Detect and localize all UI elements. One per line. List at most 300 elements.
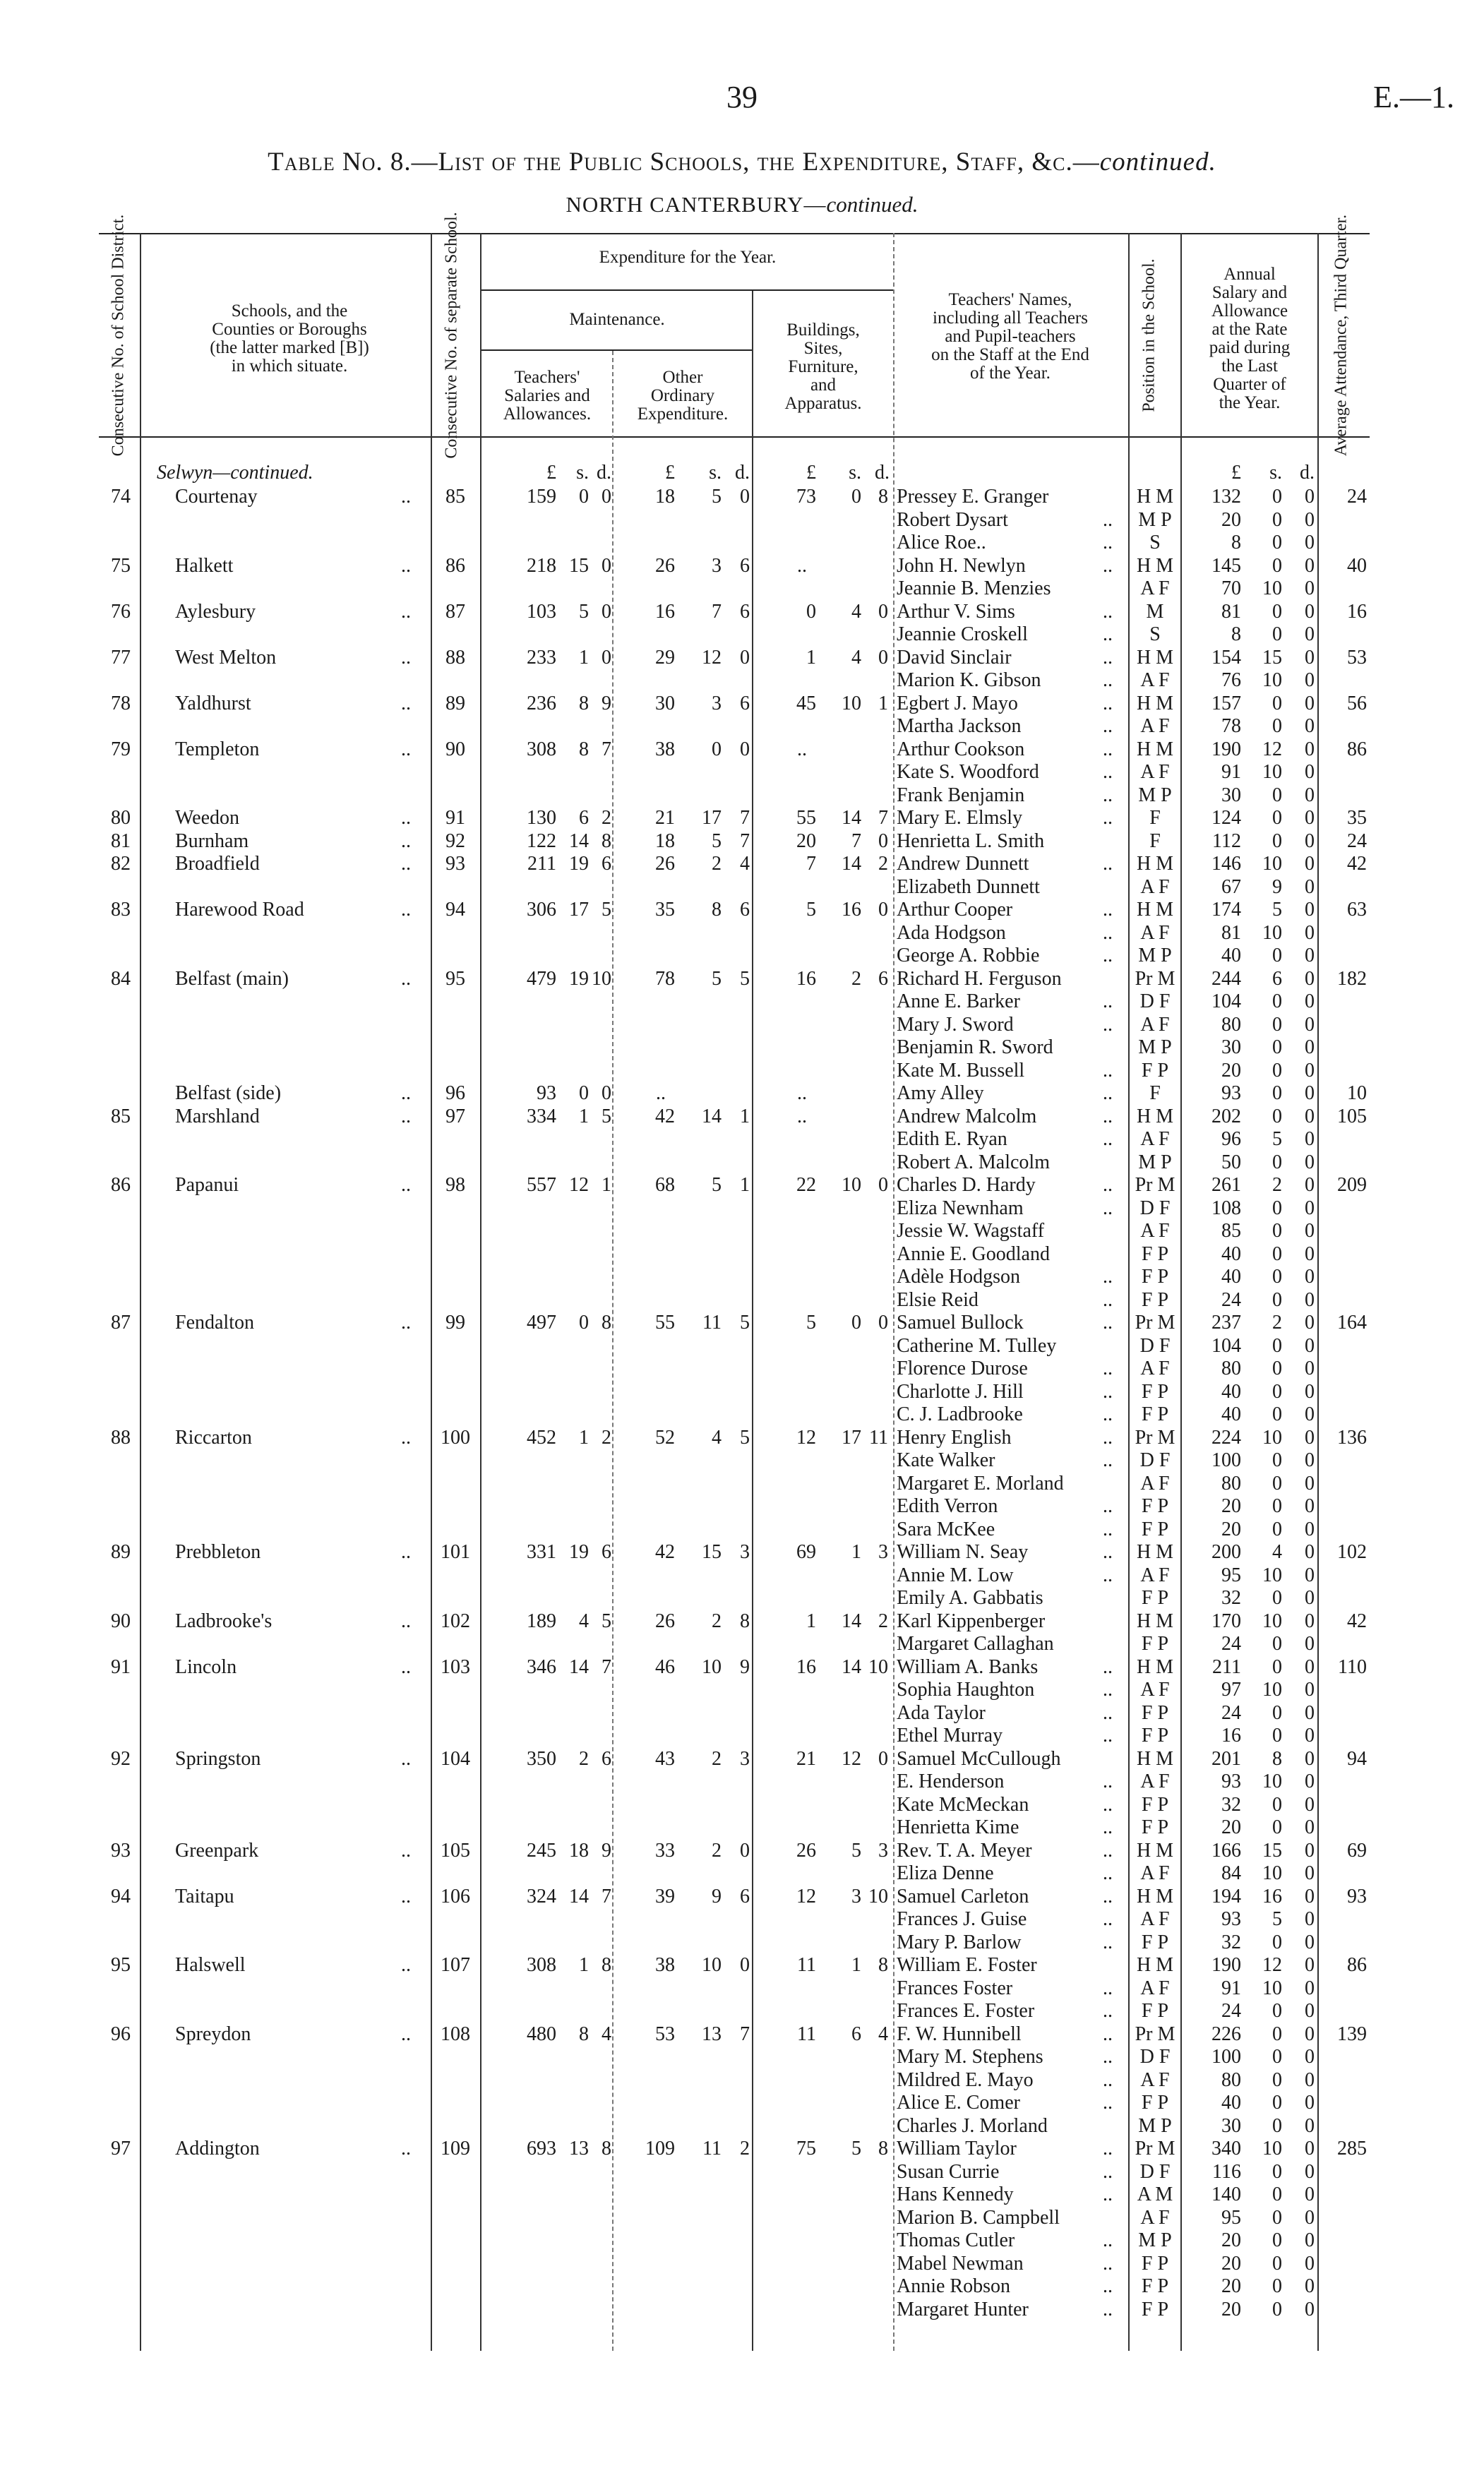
annual-shillings: 0 — [1272, 1242, 1282, 1265]
teacher-leader-dots: .. — [1103, 1358, 1113, 1379]
header-teachers-line: and Pupil-teachers — [945, 327, 1076, 346]
annual-pence: 0 — [1305, 921, 1315, 944]
annual-pence: 0 — [1305, 1655, 1315, 1678]
teacher-position: H M — [1136, 1954, 1174, 1976]
other-expenditure-pence: 6 — [740, 1885, 750, 1907]
teacher-leader-dots: .. — [1103, 646, 1113, 669]
annual-shillings: 0 — [1272, 600, 1282, 623]
salaries-pence: 0 — [602, 554, 611, 577]
table-row — [0, 1977, 1484, 2000]
school-leader-dots: .. — [401, 807, 411, 829]
annual-pence: 0 — [1305, 1747, 1315, 1770]
table-row — [0, 1702, 1484, 1725]
teacher-position: M P — [1138, 2114, 1172, 2137]
average-attendance: 24 — [1347, 486, 1367, 508]
annual-pounds: 174 — [1211, 899, 1241, 921]
buildings-shillings: 14 — [842, 1655, 861, 1678]
school-number: 108 — [441, 2023, 470, 2045]
teacher-name: Jessie W. Wagstaff — [897, 1220, 1045, 1242]
school-number: 97 — [445, 1105, 465, 1127]
salaries-pounds: 324 — [527, 1885, 556, 1907]
district-number: 77 — [111, 646, 131, 669]
annual-pence: 0 — [1305, 1472, 1315, 1494]
teacher-name: Hans Kennedy — [897, 2184, 1014, 2205]
annual-pounds: 166 — [1211, 1839, 1241, 1862]
teacher-leader-dots: .. — [1103, 1816, 1113, 1838]
teacher-position: A F — [1140, 577, 1170, 599]
header-district-no: Consecutive No. of School District. — [109, 214, 128, 457]
teacher-name: Mary J. Sword — [897, 1013, 1014, 1036]
table-row — [0, 669, 1484, 692]
school-name: Springston — [175, 1747, 261, 1770]
other-expenditure-pence: 6 — [740, 600, 750, 623]
teacher-name: Arthur Cooper — [897, 899, 1013, 921]
annual-pence: 0 — [1305, 1151, 1315, 1173]
annual-pence: 0 — [1305, 1380, 1315, 1403]
school-name: Halkett — [175, 554, 234, 577]
annual-pounds: 20 — [1221, 2275, 1241, 2297]
teacher-position: D F — [1139, 1197, 1171, 1219]
teacher-position: D F — [1139, 990, 1171, 1012]
buildings-pounds: 75 — [796, 2138, 816, 2160]
annual-pence: 0 — [1305, 1426, 1315, 1449]
table-row — [0, 853, 1484, 875]
district-number: 92 — [111, 1747, 131, 1770]
school-leader-dots: .. — [401, 853, 411, 875]
average-attendance: 209 — [1337, 1174, 1367, 1196]
units-row — [0, 462, 1484, 484]
annual-pence: 0 — [1305, 1931, 1315, 1953]
annual-pounds: 76 — [1221, 669, 1241, 691]
annual-pounds: 24 — [1221, 1701, 1241, 1724]
annual-shillings: 12 — [1262, 1954, 1282, 1976]
table-row — [0, 2184, 1484, 2206]
annual-shillings: 0 — [1272, 1633, 1282, 1655]
average-attendance: 35 — [1347, 807, 1367, 829]
district-number: 91 — [111, 1655, 131, 1678]
teacher-position: D F — [1139, 2160, 1171, 2183]
teacher-position: D F — [1139, 1449, 1171, 1471]
other-expenditure-pounds: 18 — [655, 486, 675, 508]
header-school-line: (the latter marked [B]) — [210, 338, 369, 357]
salaries-pence: 1 — [602, 1174, 611, 1196]
school-name: Burnham — [175, 829, 249, 852]
school-name: Riccarton — [175, 1426, 252, 1449]
district-number: 90 — [111, 1610, 131, 1632]
annual-pence: 0 — [1305, 2275, 1315, 2297]
salaries-pounds: 159 — [527, 486, 556, 508]
other-expenditure-pounds: 78 — [655, 967, 675, 990]
header-other-line: Other — [662, 368, 703, 387]
table-row — [0, 2092, 1484, 2114]
district-number: 75 — [111, 554, 131, 577]
school-number: 92 — [445, 829, 465, 852]
other-expenditure-shillings: 5 — [712, 1174, 722, 1196]
table-row — [0, 2161, 1484, 2184]
annual-pounds: 20 — [1221, 1059, 1241, 1082]
buildings-pence: 7 — [878, 807, 888, 829]
unit-pound: £ — [806, 462, 816, 484]
annual-pounds: 81 — [1221, 600, 1241, 623]
salaries-pence: 5 — [602, 1610, 611, 1632]
table-row — [0, 2253, 1484, 2275]
school-leader-dots: .. — [401, 1885, 411, 1907]
district-number: 89 — [111, 1541, 131, 1563]
other-expenditure-pence: 2 — [740, 2138, 750, 2160]
teacher-name: Andrew Dunnett — [897, 853, 1029, 875]
table-title — [0, 147, 1484, 177]
annual-pounds: 116 — [1212, 2160, 1241, 2183]
other-expenditure-shillings: 0 — [712, 738, 722, 760]
annual-shillings: 0 — [1272, 1449, 1282, 1471]
header-maintenance: Maintenance. — [569, 310, 665, 329]
annual-pounds: 20 — [1221, 2229, 1241, 2251]
buildings-pence: 4 — [878, 2023, 888, 2045]
annual-shillings: 0 — [1272, 1587, 1282, 1609]
table-row — [0, 1794, 1484, 1816]
teacher-position: F P — [1141, 1931, 1169, 1953]
salaries-pounds: 346 — [527, 1655, 556, 1678]
annual-pence: 0 — [1305, 554, 1315, 577]
annual-pounds: 8 — [1231, 623, 1241, 645]
annual-pounds: 50 — [1221, 1151, 1241, 1173]
salaries-pence: 0 — [602, 600, 611, 623]
teacher-position: F P — [1141, 1266, 1169, 1288]
school-number: 104 — [441, 1747, 470, 1770]
header-expenditure: Expenditure for the Year. — [599, 248, 777, 267]
teacher-leader-dots: .. — [1103, 1862, 1113, 1884]
school-number: 101 — [441, 1541, 470, 1563]
other-expenditure-pounds: 35 — [655, 899, 675, 921]
school-leader-dots: .. — [401, 1312, 411, 1334]
other-expenditure-shillings: 15 — [702, 1541, 722, 1563]
teacher-name: Charles J. Morland — [897, 2114, 1048, 2137]
salaries-pence: 6 — [602, 1747, 611, 1770]
annual-shillings: 0 — [1272, 1816, 1282, 1838]
other-expenditure-shillings: 13 — [702, 2023, 722, 2045]
annual-shillings: 10 — [1262, 1426, 1282, 1449]
table-row — [0, 1816, 1484, 1839]
teacher-position: H M — [1136, 1885, 1174, 1907]
annual-shillings: 0 — [1272, 1495, 1282, 1517]
annual-shillings: 0 — [1272, 1793, 1282, 1816]
annual-shillings: 15 — [1262, 646, 1282, 669]
buildings-shillings: 10 — [842, 692, 861, 714]
annual-shillings: 0 — [1272, 1931, 1282, 1953]
teacher-leader-dots: .. — [1103, 853, 1113, 875]
other-expenditure-shillings: 17 — [702, 807, 722, 829]
teacher-name: Andrew Malcolm — [897, 1105, 1037, 1127]
school-number: 100 — [441, 1426, 470, 1449]
annual-shillings: 0 — [1272, 784, 1282, 806]
annual-pounds: 30 — [1221, 2114, 1241, 2137]
salaries-pence: 2 — [602, 807, 611, 829]
school-number: 106 — [441, 1885, 470, 1907]
salaries-shillings: 0 — [579, 1312, 589, 1334]
table-row — [0, 2138, 1484, 2160]
table-row — [0, 1036, 1484, 1059]
annual-pounds: 108 — [1211, 1197, 1241, 1219]
table-row — [0, 876, 1484, 899]
teacher-position: H M — [1136, 899, 1174, 921]
expenditure-rule — [481, 289, 894, 291]
teacher-leader-dots: .. — [1103, 600, 1113, 623]
teacher-name: Kate M. Bussell — [897, 1059, 1025, 1082]
annual-pence: 0 — [1305, 1541, 1315, 1563]
other-expenditure-pounds: 33 — [655, 1839, 675, 1862]
annual-pounds: 124 — [1211, 807, 1241, 829]
buildings-pounds: 7 — [806, 853, 816, 875]
salaries-shillings: 19 — [569, 967, 589, 990]
teacher-leader-dots: .. — [1103, 1059, 1113, 1082]
buildings-pence: 11 — [869, 1426, 888, 1449]
buildings-shillings: 6 — [851, 2023, 861, 2045]
teacher-name: William A. Banks — [897, 1655, 1039, 1678]
annual-shillings: 10 — [1262, 1977, 1282, 1999]
teacher-position: A F — [1140, 1862, 1170, 1884]
teacher-position: F P — [1141, 1633, 1169, 1655]
annual-shillings: 0 — [1272, 532, 1282, 553]
teacher-leader-dots: .. — [1103, 1679, 1113, 1701]
school-leader-dots: .. — [401, 899, 411, 921]
table-row — [0, 2069, 1484, 2092]
header-salary-line: the Year. — [1219, 393, 1281, 412]
other-expenditure-pounds: 55 — [655, 1312, 675, 1334]
unit-shilling: s. — [849, 462, 861, 484]
salaries-pence: 0 — [602, 646, 611, 669]
teacher-name: Thomas Cutler — [897, 2229, 1015, 2251]
annual-pence: 0 — [1305, 1816, 1315, 1838]
salaries-pence: 5 — [602, 1105, 611, 1127]
annual-pounds: 70 — [1221, 577, 1241, 599]
other-expenditure-shillings: 4 — [712, 1426, 722, 1449]
table-row — [0, 1014, 1484, 1036]
header-school-line: Counties or Boroughs — [212, 320, 367, 339]
salaries-pence: 0 — [602, 1082, 611, 1104]
annual-pounds: 20 — [1221, 1816, 1241, 1838]
annual-pence: 0 — [1305, 2138, 1315, 2160]
teacher-leader-dots: .. — [1103, 623, 1113, 645]
annual-pounds: 32 — [1221, 1587, 1241, 1609]
school-leader-dots: .. — [401, 1655, 411, 1678]
annual-shillings: 0 — [1272, 1403, 1282, 1425]
buildings-pounds: 22 — [796, 1174, 816, 1196]
teacher-position: Pr M — [1135, 2138, 1175, 2160]
district-number: 95 — [111, 1954, 131, 1976]
annual-pence: 0 — [1305, 945, 1315, 966]
table-row — [0, 601, 1484, 623]
salaries-shillings: 12 — [569, 1174, 589, 1196]
table-row — [0, 1541, 1484, 1564]
annual-pence: 0 — [1305, 829, 1315, 852]
teacher-position: A F — [1140, 2206, 1170, 2229]
annual-pounds: 32 — [1221, 1931, 1241, 1953]
table-row — [0, 899, 1484, 921]
teacher-name: Margaret Callaghan — [897, 1633, 1054, 1655]
header-salaries-line: Allowances. — [503, 405, 592, 424]
school-name: Ladbrooke's — [175, 1610, 273, 1632]
annual-shillings: 0 — [1272, 486, 1282, 508]
salaries-pence: 2 — [602, 1426, 611, 1449]
teacher-leader-dots: .. — [1103, 1449, 1113, 1471]
table-row — [0, 2229, 1484, 2252]
annual-pence: 0 — [1305, 2184, 1315, 2205]
annual-pence: 0 — [1305, 1771, 1315, 1792]
school-name: Broadfield — [175, 853, 260, 875]
school-number: 89 — [445, 692, 465, 714]
other-expenditure-shillings: 2 — [712, 1610, 722, 1632]
other-expenditure-blank: .. — [656, 1082, 666, 1104]
salaries-pounds: 693 — [527, 2138, 556, 2160]
table-title-text: Table No. 8.—List of the Public Schools, the Expenditure, Staff, &c.— — [268, 148, 1100, 176]
buildings-pence: 3 — [878, 1839, 888, 1862]
salaries-shillings: 5 — [579, 600, 589, 623]
teacher-position: A F — [1140, 2068, 1170, 2091]
header-buildings-line: and — [810, 376, 837, 395]
teacher-position: A M — [1137, 2184, 1173, 2205]
teacher-name: Frances Foster — [897, 1977, 1013, 1999]
annual-pence: 0 — [1305, 2092, 1315, 2114]
salaries-shillings: 1 — [579, 646, 589, 669]
teacher-name: Jeannie Croskell — [897, 623, 1028, 645]
teacher-leader-dots: .. — [1103, 2252, 1113, 2275]
average-attendance: 182 — [1337, 967, 1367, 990]
teacher-position: S — [1149, 623, 1161, 645]
teacher-leader-dots: .. — [1103, 761, 1113, 783]
salaries-shillings: 1 — [579, 1105, 589, 1127]
teacher-name: George A. Robbie — [897, 945, 1040, 966]
buildings-pence: 1 — [878, 692, 888, 714]
annual-pounds: 132 — [1211, 486, 1241, 508]
other-expenditure-pence: 7 — [740, 829, 750, 852]
teacher-name: William E. Foster — [897, 1954, 1037, 1976]
unit-pound: £ — [665, 462, 675, 484]
table-row — [0, 1266, 1484, 1288]
teacher-leader-dots: .. — [1103, 1288, 1113, 1311]
annual-shillings: 0 — [1272, 990, 1282, 1012]
table-row — [0, 1106, 1484, 1128]
annual-pounds: 211 — [1212, 1655, 1241, 1678]
table-row — [0, 784, 1484, 807]
teacher-leader-dots: .. — [1103, 1839, 1113, 1862]
salaries-pence: 4 — [602, 2023, 611, 2045]
district-number: 80 — [111, 807, 131, 829]
salaries-pounds: 308 — [527, 1954, 556, 1976]
salaries-pence: 6 — [602, 1541, 611, 1563]
other-expenditure-shillings: 5 — [712, 967, 722, 990]
other-expenditure-pence: 9 — [740, 1655, 750, 1678]
district-label: Selwyn—continued. — [157, 462, 313, 484]
teacher-position: A F — [1140, 1358, 1170, 1379]
table-row — [0, 2299, 1484, 2321]
buildings-shillings: 1 — [851, 1954, 861, 1976]
header-salary-line: the Last — [1221, 357, 1278, 376]
annual-shillings: 0 — [1272, 1266, 1282, 1288]
other-expenditure-pounds: 53 — [655, 2023, 675, 2045]
annual-pounds: 40 — [1221, 2092, 1241, 2114]
district-number: 85 — [111, 1105, 131, 1127]
teacher-position: H M — [1136, 1610, 1174, 1632]
annual-pence: 0 — [1305, 1220, 1315, 1242]
salaries-pounds: 497 — [527, 1312, 556, 1334]
teacher-position: M P — [1138, 508, 1172, 531]
buildings-blank: .. — [797, 554, 807, 577]
teacher-leader-dots: .. — [1103, 2092, 1113, 2114]
table-row — [0, 1403, 1484, 1426]
school-name: Taitapu — [175, 1885, 234, 1907]
teacher-position: Pr M — [1135, 1426, 1175, 1449]
teacher-position: F P — [1141, 2252, 1169, 2275]
teacher-leader-dots: .. — [1103, 1082, 1113, 1104]
teacher-position: Pr M — [1135, 967, 1175, 990]
teacher-name: Henry English — [897, 1426, 1012, 1449]
average-attendance: 56 — [1347, 692, 1367, 714]
annual-pence: 0 — [1305, 1449, 1315, 1471]
teacher-position: H M — [1136, 646, 1174, 669]
teacher-name: Samuel Bullock — [897, 1312, 1024, 1334]
teacher-position: D F — [1139, 1334, 1171, 1357]
annual-shillings: 5 — [1272, 1128, 1282, 1150]
annual-pence: 0 — [1305, 1908, 1315, 1930]
header-teachers-line: Teachers' Names, — [948, 290, 1072, 309]
average-attendance: 63 — [1347, 899, 1367, 921]
other-expenditure-pence: 5 — [740, 1312, 750, 1334]
table-row — [0, 2046, 1484, 2068]
buildings-shillings: 2 — [851, 967, 861, 990]
buildings-pounds: 26 — [796, 1839, 816, 1862]
district-number: 97 — [111, 2138, 131, 2160]
teacher-leader-dots: .. — [1103, 945, 1113, 966]
header-buildings-line: Buildings, — [786, 321, 860, 340]
teacher-name: Kate S. Woodford — [897, 761, 1039, 783]
district-number: 83 — [111, 899, 131, 921]
header-salary-line: Annual — [1223, 265, 1276, 284]
average-attendance: 69 — [1347, 1839, 1367, 1862]
annual-pence: 0 — [1305, 875, 1315, 898]
annual-pounds: 170 — [1211, 1610, 1241, 1632]
teacher-name: Sophia Haughton — [897, 1679, 1035, 1701]
table-row — [0, 830, 1484, 853]
teacher-leader-dots: .. — [1103, 715, 1113, 737]
table-row — [0, 1381, 1484, 1403]
teacher-leader-dots: .. — [1103, 1793, 1113, 1816]
teacher-position: D F — [1139, 2046, 1171, 2068]
annual-pence: 0 — [1305, 577, 1315, 599]
average-attendance: 164 — [1337, 1312, 1367, 1334]
buildings-shillings: 5 — [851, 1839, 861, 1862]
teacher-leader-dots: .. — [1103, 1174, 1113, 1196]
teacher-name: Amy Alley — [897, 1082, 984, 1104]
table-row — [0, 1954, 1484, 1977]
buildings-pounds: 45 — [796, 692, 816, 714]
teacher-name: Richard H. Ferguson — [897, 967, 1062, 990]
school-number: 105 — [441, 1839, 470, 1862]
annual-shillings: 0 — [1272, 692, 1282, 714]
annual-shillings: 0 — [1272, 2000, 1282, 2022]
annual-pence: 0 — [1305, 1242, 1315, 1265]
teacher-position: H M — [1136, 1655, 1174, 1678]
annual-pence: 0 — [1305, 508, 1315, 531]
salaries-shillings: 6 — [579, 807, 589, 829]
table-row — [0, 1771, 1484, 1793]
buildings-pence: 2 — [878, 1610, 888, 1632]
annual-pence: 0 — [1305, 1013, 1315, 1036]
teacher-position: M — [1146, 600, 1164, 623]
unit-pence: d. — [1300, 462, 1315, 484]
annual-pounds: 95 — [1221, 1564, 1241, 1586]
annual-pounds: 40 — [1221, 1380, 1241, 1403]
teacher-leader-dots: .. — [1103, 1495, 1113, 1517]
